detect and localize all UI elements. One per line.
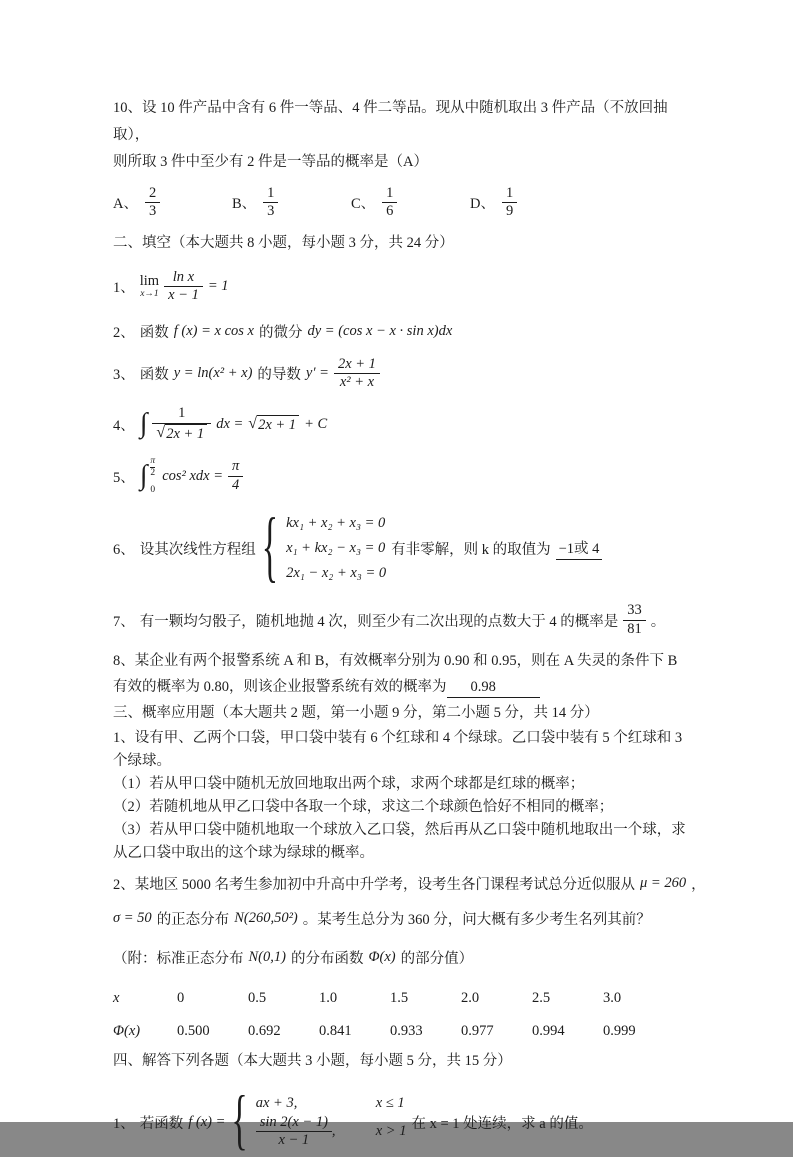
sec2-q4-mid: dx = xyxy=(216,415,244,432)
sec2-q5-body: cos² xdx = xyxy=(162,467,224,484)
sec3-note: （附：标准正态分布 N(0,1) 的分布函数 Φ(x) 的部分值） xyxy=(113,948,474,967)
sec2-q4-label: 4、 xyxy=(113,417,135,434)
sec3-q1-line: 1、设有甲、乙两个口袋，甲口袋中装有 6 个红球和 4 个绿球。乙口袋中装有 5 个红球和 3 xyxy=(113,729,683,746)
sec2-q8 xyxy=(113,648,688,700)
sec2-q1-label: 1、 xyxy=(113,280,135,297)
phi-function: Φ(x) xyxy=(368,948,396,965)
section4-header: 四、解答下列各题（本大题共 3 小题，每小题 5 分，共 15 分） xyxy=(113,1052,512,1069)
x-value: 0.5 xyxy=(248,989,267,1006)
sec2-q1-fraction: $\frac{\text{ln x}}{x - 1}$ xyxy=(164,269,203,305)
option-b-fraction: $\frac{1}{3}$ xyxy=(263,185,278,221)
sec4-q1 xyxy=(113,1085,688,1157)
phi-value: 0.994 xyxy=(532,1022,565,1039)
equation-3: 2x₁ − x₂ + x₃ = 0 xyxy=(286,565,387,582)
phi-value: 0.841 xyxy=(319,1022,352,1039)
piecewise-cases xyxy=(256,1093,407,1152)
sqrt-expression: √ 2x + 1 xyxy=(156,424,207,443)
x-value: 3.0 xyxy=(603,989,622,1006)
equation-1: kx₁ + x₂ + x₃ = 0 xyxy=(286,515,386,532)
sec2-q5-label: 5、 xyxy=(113,469,135,486)
sec2-q2-label: 2、 xyxy=(113,324,135,341)
sec2-q3-label: 3、 xyxy=(113,366,135,383)
section2-header: 二、填空（本大题共 8 小题，每小题 3 分，共 24 分） xyxy=(113,234,454,251)
piecewise-brace: { xyxy=(231,1085,248,1157)
sec3-q1-part2: （2）若随机地从甲乙口袋中各取一个球，求这二个球颜色恰好不相同的概率； xyxy=(113,798,614,815)
phi-value: 0.977 xyxy=(461,1022,494,1039)
section3-header: 三、概率应用题（本大题共 2 题，第一小题 9 分，第二小题 5 分，共 14 分） xyxy=(113,704,599,721)
case-2-fraction: $\frac{\sin 2(x - 1)}{x - 1}$ xyxy=(256,1114,332,1150)
equation-system xyxy=(286,511,386,586)
sec2-q6-mid: 有非零解，则 k 的取值为 xyxy=(391,542,551,559)
sec2-q4-fraction: 1 √ 2x + 1 xyxy=(152,405,211,443)
option-d xyxy=(470,185,589,221)
sec3-q1 xyxy=(113,727,688,865)
sec2-q3-function: y = ln(x² + x) xyxy=(173,364,253,381)
sec4-q1-fx: f (x) = xyxy=(188,1113,226,1130)
case-2: $\frac{\sin 2(x - 1)}{x - 1}$ , x > 1 xyxy=(256,1114,407,1150)
sec2-q4 xyxy=(113,405,688,443)
table-row-x xyxy=(113,982,688,1015)
sec2-q7-tail: 。 xyxy=(650,613,666,630)
sec2-q1-result: = 1 xyxy=(207,278,229,295)
sec2-q2-mid: 的微分 xyxy=(258,324,303,341)
normal-distribution: N(260,50²) xyxy=(234,909,298,926)
phi-value: 0.999 xyxy=(603,1022,636,1039)
integral-limits xyxy=(150,457,155,495)
q10-options xyxy=(113,185,688,221)
sqrt-result: √ 2x + 1 xyxy=(248,415,299,434)
case-1: ax + 3, x ≤ 1 xyxy=(255,1094,405,1111)
option-a-label: A、 xyxy=(113,196,138,213)
option-d-label: D、 xyxy=(470,196,495,213)
sec2-q5 xyxy=(113,457,688,495)
option-a-fraction: $\frac{2}{3}$ xyxy=(145,185,160,221)
sec2-q3-mid: 的导数 xyxy=(257,366,301,383)
phi-row-label: Φ(x) xyxy=(113,1022,141,1039)
phi-value-table xyxy=(113,982,688,1048)
q10-line2: 则所取 3 件中至少有 2 件是一等品的概率是（A） xyxy=(113,154,428,170)
option-c-label: C、 xyxy=(351,196,376,213)
option-c xyxy=(351,185,470,221)
option-b-label: B、 xyxy=(232,196,257,213)
sec2-q2-function: f (x) = x cos x xyxy=(173,322,254,339)
x-value: 2.5 xyxy=(532,989,551,1006)
option-d-fraction: $\frac{1}{9}$ xyxy=(502,185,517,221)
sec3-q2-line2: σ = 50 的正态分布 N(260,50²) 。某考生总分为 360 分，问大概有多少考生名列其前？ xyxy=(113,909,651,928)
sec2-q3 xyxy=(113,356,688,392)
limit-expression: lim x→1 xyxy=(139,272,160,300)
sec2-q6-answer: −1或 4 xyxy=(556,537,603,560)
sec2-q3-derivative: y′ = xyxy=(305,364,329,381)
sec2-q8-answer: 0.98 xyxy=(447,679,540,698)
x-value: 1.0 xyxy=(319,989,338,1006)
phi-value: 0.933 xyxy=(390,1022,423,1039)
sec2-q7-text: 有一颗均匀骰子，随机地抛 4 次，则至少有二次出现的点数大于 4 的概率是 xyxy=(139,613,619,630)
mu-value: μ = 260 xyxy=(640,874,687,891)
q10-line1: 10、设 10 件产品中含有 6 件一等品、4 件二等品。现从中随机取出 3 件产品（不放回抽取）， xyxy=(113,100,668,143)
lower-limit: 0 xyxy=(150,484,156,495)
option-c-fraction: $\frac{1}{6}$ xyxy=(382,185,397,221)
x-value: 0 xyxy=(177,989,185,1006)
sec4-q1-label: 1、 xyxy=(113,1115,135,1132)
sec3-q1-part3-cont: 从乙口袋中取出的这个球为绿球的概率。 xyxy=(113,844,374,861)
x-row-label: x xyxy=(113,989,120,1006)
sec2-q8-line1: 8、某企业有两个报警系统 A 和 B，有效概率分别为 0.90 和 0.95，则在 A 失灵的条件下 B xyxy=(113,652,678,669)
sec2-q2-pre: 函数 xyxy=(139,324,169,341)
upper-limit: π 2 xyxy=(150,456,156,479)
sec2-q2 xyxy=(113,321,688,342)
system-brace: { xyxy=(261,503,279,591)
sec2-q8-line2: 有效的概率为 0.80，则该企业报警系统有效的概率为 0.98 xyxy=(113,674,688,700)
sec4-q1-tail: 在 x = 1 处连续，求 a 的值。 xyxy=(411,1115,593,1132)
integral-sign: ∫ xyxy=(139,460,148,492)
equation-2: x₁ + kx₂ − x₃ = 0 xyxy=(286,540,386,557)
sec2-q4-tail: + C xyxy=(304,415,328,432)
integral-sign: ∫ xyxy=(139,408,148,440)
sec2-q7 xyxy=(113,602,688,638)
option-a xyxy=(113,185,232,221)
sec2-q6-pre: 设其次线性方程组 xyxy=(139,542,256,559)
sec2-q6-label: 6、 xyxy=(113,542,135,559)
phi-value: 0.692 xyxy=(248,1022,281,1039)
sigma-value: σ = 50 xyxy=(113,909,152,926)
sec2-q7-label: 7、 xyxy=(113,613,135,630)
sec2-q3-pre: 函数 xyxy=(139,366,169,383)
sec2-q5-result-fraction: $\frac{\pi}{4}$ xyxy=(228,458,243,494)
std-normal: N(0,1) xyxy=(248,948,286,965)
option-b xyxy=(232,185,351,221)
sec3-q2-line1: 2、某地区 5000 名考生参加初中升高中升学考，设考生各门课程考试总分近似服从 μ = 260 ， xyxy=(113,874,706,893)
sec2-q1 xyxy=(113,269,688,305)
sec2-q2-differential: dy = (cos x − x · sin x)dx xyxy=(307,322,453,339)
table-row-phi xyxy=(113,1015,688,1048)
phi-value: 0.500 xyxy=(177,1022,210,1039)
x-value: 2.0 xyxy=(461,989,480,1006)
sec3-q1-part3: （3）若从甲口袋中随机地取一个球放入乙口袋，然后再从乙口袋中随机地取出一个球，求 xyxy=(113,821,686,838)
sec2-q7-fraction: $\frac{33}{81}$ xyxy=(623,602,646,638)
sec2-q6 xyxy=(113,503,688,591)
sec3-q1-line: 个绿球。 xyxy=(113,752,171,769)
x-value: 1.5 xyxy=(390,989,409,1006)
sec4-q1-pre: 若函数 xyxy=(139,1115,184,1132)
sec3-q1-part1: （1）若从甲口袋中随机无放回地取出两个球，求两个球都是红球的概率； xyxy=(113,775,585,792)
sec2-q3-fraction: $\frac{2x + 1}{\text{x² + x}}$ xyxy=(334,356,380,392)
